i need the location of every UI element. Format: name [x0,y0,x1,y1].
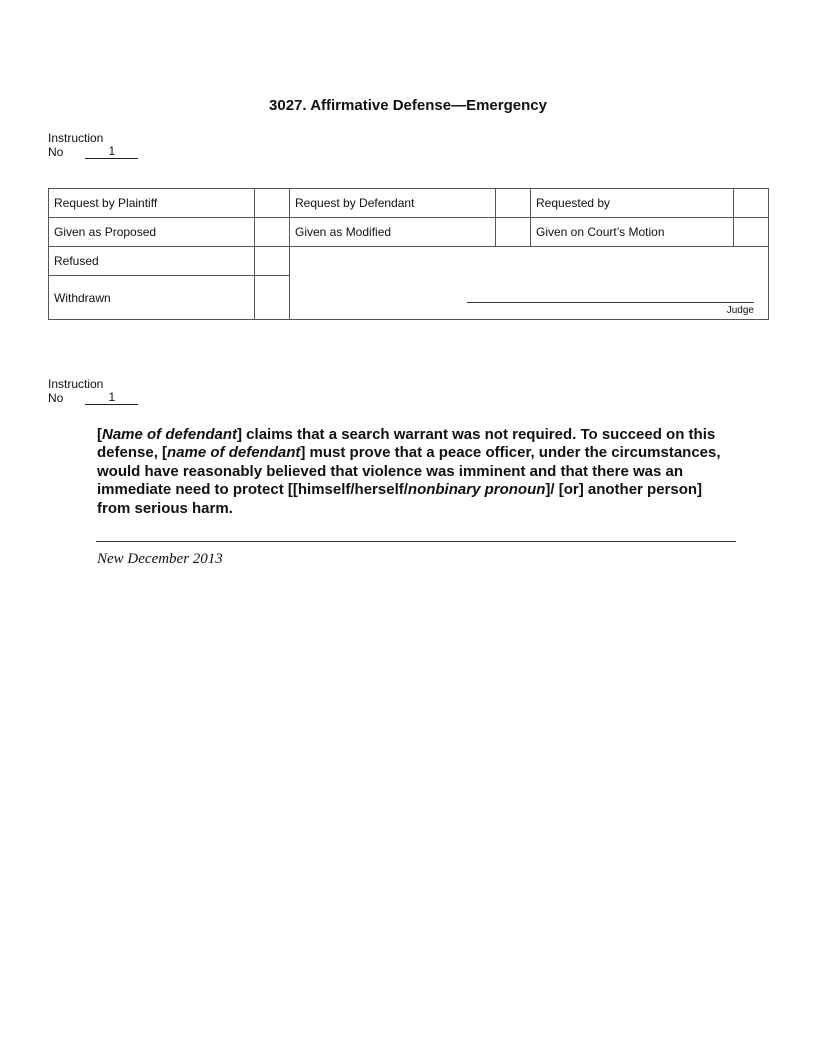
instruction-number-field[interactable]: 1 [85,145,138,159]
request-by-plaintiff-label: Request by Plaintiff [49,189,255,218]
given-as-modified-checkbox[interactable] [496,218,531,247]
instruction-number-block-bottom [48,377,138,405]
instruction-title: 3027. Affirmative Defense—Emergency [269,97,547,114]
placeholder-nonbinary-pronoun: nonbinary pronoun [407,481,546,499]
no-label: No [48,145,64,159]
revision-date: New December 2013 [97,551,223,567]
placeholder-name-of-defendant: name of defendant [167,444,301,462]
table-row [49,247,769,276]
section-divider [96,541,736,542]
instruction-label: Instruction [48,131,104,145]
table-row [49,189,769,218]
refused-label: Refused [49,247,255,276]
withdrawn-checkbox[interactable] [255,276,290,320]
withdrawn-label: Withdrawn [49,276,255,320]
instruction-label: Instruction [48,377,104,391]
placeholder-name-of-defendant: Name of defendant [102,426,238,443]
judge-signature-line [467,302,754,303]
requested-by-checkbox[interactable] [734,189,769,218]
body-segment: ] claims that a search warrant was not required. To succeed on this defense, [ [97,426,716,462]
requested-by-label: Requested by [531,189,734,218]
table-row [49,218,769,247]
given-as-modified-label: Given as Modified [290,218,496,247]
given-as-proposed-label: Given as Proposed [49,218,255,247]
request-by-plaintiff-checkbox[interactable] [255,189,290,218]
given-on-courts-motion-checkbox[interactable] [734,218,769,247]
request-by-defendant-label: Request by Defendant [290,189,496,218]
body-segment: ] must prove that a peace officer, under the circumstances, would have reasonably believed that violence was imminent and that there was an immediate need to protect [[himself/herself/ [97,444,721,499]
no-label: No [48,391,64,405]
request-by-defendant-checkbox[interactable] [496,189,531,218]
instruction-number-field[interactable]: 1 [85,391,138,405]
judge-label: Judge [726,305,754,316]
refused-checkbox[interactable] [255,247,290,276]
judge-signature-area[interactable] [290,247,769,320]
body-segment: ]/ [or] another person] from serious harm. [97,481,703,517]
given-on-courts-motion-label: Given on Court’s Motion [531,218,734,247]
body-segment: [ [97,426,102,443]
instruction-number-block-top [48,131,138,159]
given-as-proposed-checkbox[interactable] [255,218,290,247]
request-status-table [48,188,769,320]
instruction-body-text [97,426,737,518]
